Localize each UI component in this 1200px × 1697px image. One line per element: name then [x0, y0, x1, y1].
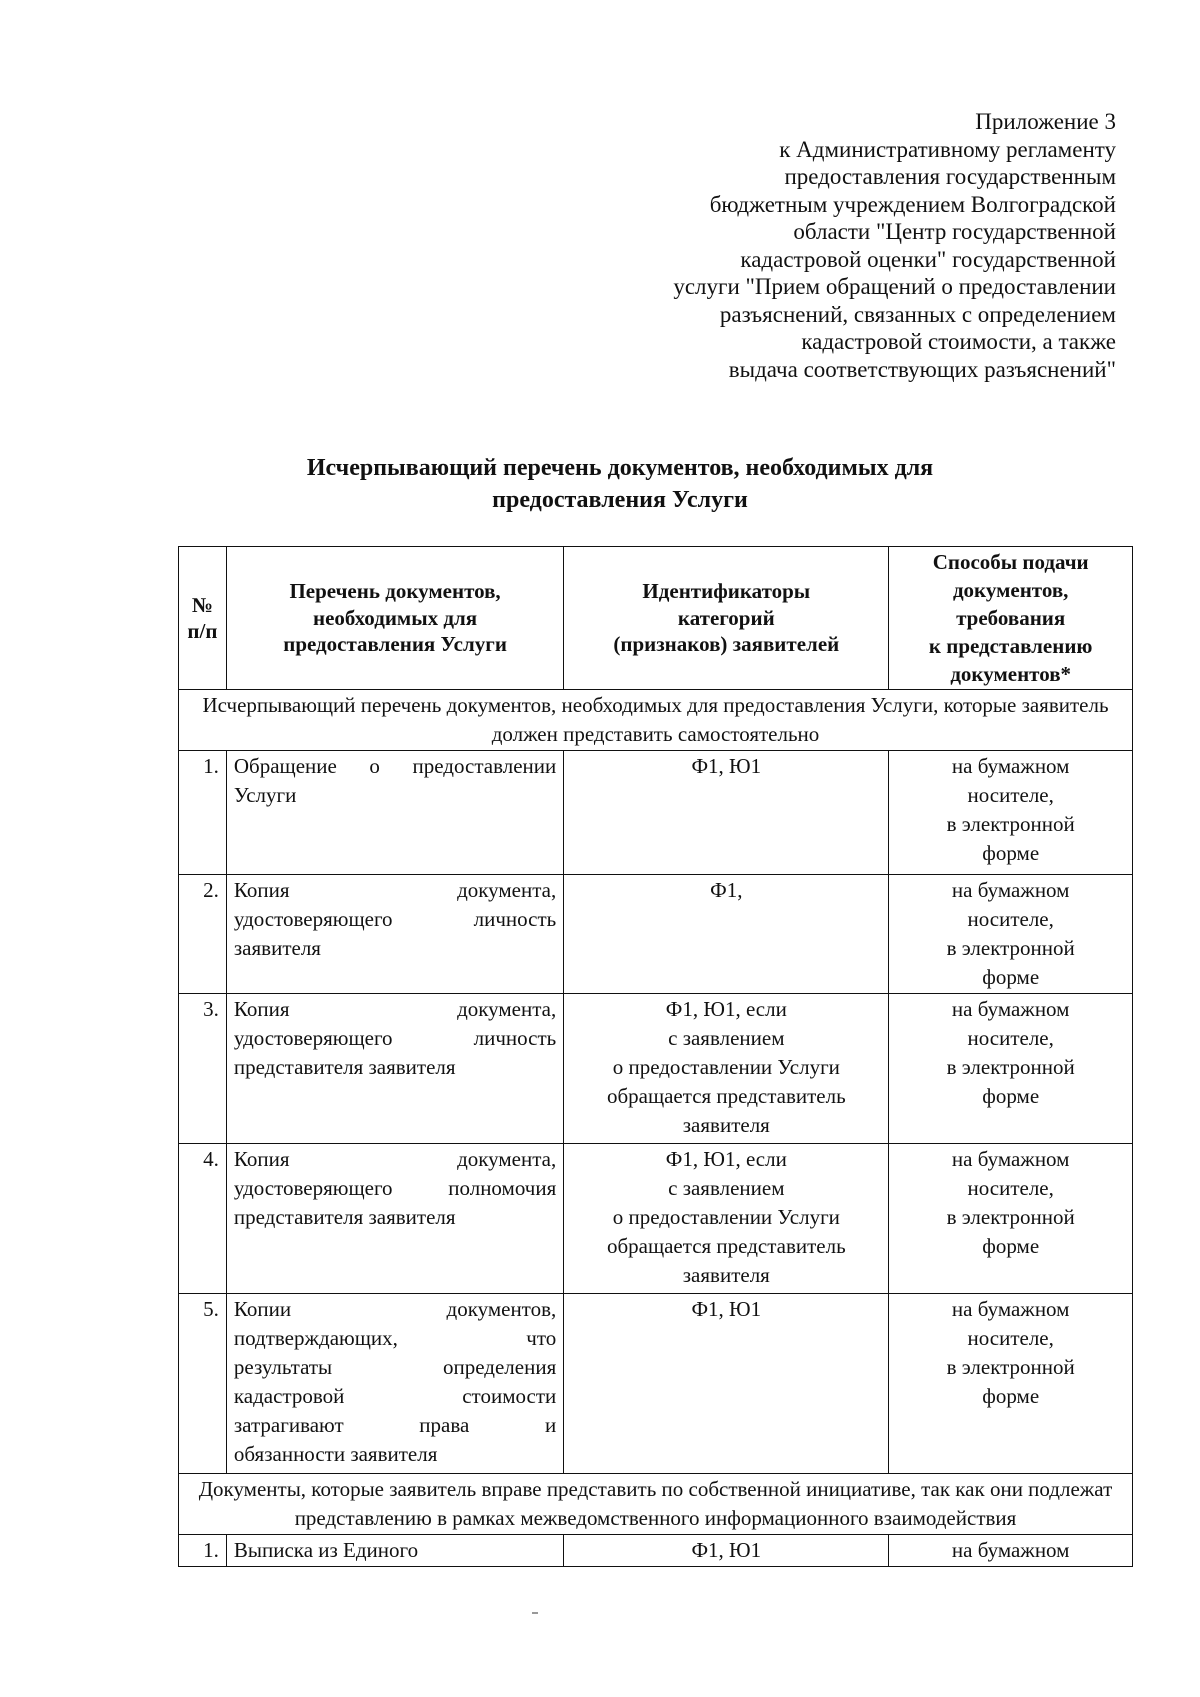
header-num	[179, 547, 227, 690]
table-row	[179, 751, 1133, 875]
applicant-ids-line: Ф1,	[710, 878, 743, 902]
header-ids-line: Идентификаторы	[642, 579, 811, 604]
row-number: 4.	[179, 1144, 227, 1294]
annex-line: кадастровой оценки" государственной	[740, 246, 1116, 272]
header-num-line: п/п	[187, 619, 218, 643]
submission-methods	[889, 1144, 1133, 1294]
document-name-line: Копии документов,	[233, 1297, 557, 1321]
header-ids-line: (признаков) заявителей	[613, 632, 840, 657]
document-name-line: обязанности заявителя	[233, 1442, 438, 1466]
document-name-line: Копия документа,	[233, 878, 557, 902]
document-name-line: Выписка из Единого	[233, 1538, 419, 1562]
submission-methods-line: носителе,	[967, 1176, 1054, 1200]
document-name-line: представителя заявителя	[233, 1205, 456, 1229]
document-name-line: удостоверяющего личность	[233, 1026, 557, 1050]
row-number: 3.	[179, 994, 227, 1144]
submission-methods	[889, 875, 1133, 994]
submission-methods-line: форме	[982, 965, 1040, 989]
document-name-line: Копия документа,	[233, 1147, 557, 1171]
header-methods	[889, 547, 1133, 690]
submission-methods-line: на бумажном	[951, 878, 1070, 902]
section-heading: Документы, которые заявитель вправе представить по собственной инициативе, так как они подлежат представлению в рамках межведомственного информационного взаимодействия	[179, 1474, 1133, 1535]
submission-methods-line: в электронной	[946, 1055, 1075, 1079]
header-docs-line: необходимых для	[312, 605, 478, 630]
annex-heading	[556, 108, 1116, 383]
document-name-line: заявителя	[233, 936, 321, 960]
annex-line: разъяснений, связанных с определением	[719, 301, 1116, 327]
submission-methods-line: носителе,	[967, 783, 1054, 807]
submission-methods-line: форме	[982, 841, 1040, 865]
applicant-ids-line: заявителя	[682, 1263, 770, 1287]
submission-methods	[889, 994, 1133, 1144]
applicant-ids	[564, 1144, 889, 1294]
document-name	[226, 994, 563, 1144]
header-methods-line: к представлению	[928, 634, 1093, 658]
document-name-line: затрагивают права и	[233, 1413, 557, 1437]
header-ids-line: категорий	[677, 605, 775, 630]
header-docs-line: предоставления Услуги	[283, 632, 507, 657]
table-header-row	[179, 547, 1133, 690]
section-row	[179, 690, 1133, 751]
applicant-ids-line: Ф1, Ю1, если	[665, 997, 787, 1021]
title-line-2: предоставления Услуги	[492, 487, 748, 513]
applicant-ids-line: Ф1, Ю1, если	[665, 1147, 787, 1171]
applicant-ids-line: обращается представитель	[606, 1234, 846, 1258]
header-docs-line: Перечень документов,	[289, 579, 501, 604]
applicant-ids-line: Ф1, Ю1	[691, 1297, 762, 1321]
applicant-ids-line: обращается представитель	[606, 1084, 846, 1108]
document-name	[226, 875, 563, 994]
applicant-ids-line: Ф1, Ю1	[691, 754, 762, 778]
submission-methods-line: в электронной	[946, 1355, 1075, 1379]
table-row	[179, 1535, 1133, 1567]
document-name-line: Обращение о предоставлении	[233, 754, 557, 778]
section-row	[179, 1474, 1133, 1535]
row-number: 5.	[179, 1294, 227, 1474]
row-number: 1.	[179, 1535, 227, 1567]
documents-table	[178, 546, 1133, 1567]
submission-methods-line: на бумажном	[951, 1538, 1070, 1562]
document-name	[226, 1535, 563, 1567]
submission-methods-line: форме	[982, 1234, 1040, 1258]
submission-methods-line: носителе,	[967, 1326, 1054, 1350]
document-name-line: подтверждающих, что	[233, 1326, 557, 1350]
header-docs	[226, 547, 563, 690]
annex-line: Приложение 3	[975, 109, 1116, 134]
submission-methods	[889, 1294, 1133, 1474]
document-name	[226, 1144, 563, 1294]
submission-methods-line: форме	[982, 1384, 1040, 1408]
title-line-1: Исчерпывающий перечень документов, необходимых для	[306, 455, 934, 481]
document-name-line: результаты определения	[233, 1355, 557, 1379]
submission-methods-line: в электронной	[946, 812, 1075, 836]
document-name-line: кадастровой стоимости	[233, 1384, 557, 1408]
table-row	[179, 994, 1133, 1144]
submission-methods	[889, 1535, 1133, 1567]
table-row	[179, 875, 1133, 994]
header-methods-line: документов*	[950, 662, 1072, 686]
annex-line: области "Центр государственной	[793, 219, 1116, 244]
submission-methods-line: на бумажном	[951, 997, 1070, 1021]
annex-line: бюджетным учреждением Волгоградской	[709, 191, 1116, 217]
document-name-line: представителя заявителя	[233, 1055, 456, 1079]
applicant-ids-line: о предоставлении Услуги	[612, 1055, 840, 1079]
submission-methods-line: носителе,	[967, 1026, 1054, 1050]
scan-mark	[532, 1612, 538, 1614]
document-title	[180, 452, 1060, 516]
annex-line: предоставления государственным	[784, 164, 1116, 189]
section-heading: Исчерпывающий перечень документов, необходимых для предоставления Услуги, которые заявитель должен представить самостоятельно	[179, 690, 1133, 751]
submission-methods-line: в электронной	[946, 936, 1075, 960]
applicant-ids-line: заявителя	[682, 1113, 770, 1137]
applicant-ids	[564, 1294, 889, 1474]
submission-methods-line: носителе,	[967, 907, 1054, 931]
submission-methods-line: на бумажном	[951, 754, 1070, 778]
applicant-ids-line: с заявлением	[668, 1176, 785, 1200]
submission-methods	[889, 751, 1133, 875]
applicant-ids	[564, 751, 889, 875]
annex-line: кадастровой стоимости, а также	[801, 329, 1116, 354]
applicant-ids	[564, 994, 889, 1144]
row-number: 2.	[179, 875, 227, 994]
table-row	[179, 1294, 1133, 1474]
header-methods-line: требования	[956, 606, 1066, 630]
submission-methods-line: в электронной	[946, 1205, 1075, 1229]
header-ids	[564, 547, 889, 690]
document-name	[226, 751, 563, 875]
header-methods-line: Способы подачи	[932, 550, 1089, 574]
header-methods-line: документов,	[952, 578, 1069, 602]
applicant-ids-line: о предоставлении Услуги	[612, 1205, 840, 1229]
row-number: 1.	[179, 751, 227, 875]
submission-methods-line: форме	[982, 1084, 1040, 1108]
submission-methods-line: на бумажном	[951, 1297, 1070, 1321]
document-name-line: Услуги	[233, 783, 297, 807]
document-name-line: Копия документа,	[233, 997, 557, 1021]
applicant-ids-line: с заявлением	[668, 1026, 785, 1050]
table-row	[179, 1144, 1133, 1294]
applicant-ids-line: Ф1, Ю1	[691, 1538, 762, 1562]
annex-line: выдача соответствующих разъяснений"	[728, 356, 1116, 382]
document-name	[226, 1294, 563, 1474]
annex-line: услуги "Прием обращений о предоставлении	[673, 274, 1116, 299]
document-name-line: удостоверяющего полномочия	[233, 1176, 557, 1200]
document-name-line: удостоверяющего личность	[233, 907, 557, 931]
header-num-line: №	[191, 592, 213, 617]
submission-methods-line: на бумажном	[951, 1147, 1070, 1171]
annex-line: к Административному регламенту	[779, 136, 1116, 162]
applicant-ids	[564, 875, 889, 994]
applicant-ids	[564, 1535, 889, 1567]
